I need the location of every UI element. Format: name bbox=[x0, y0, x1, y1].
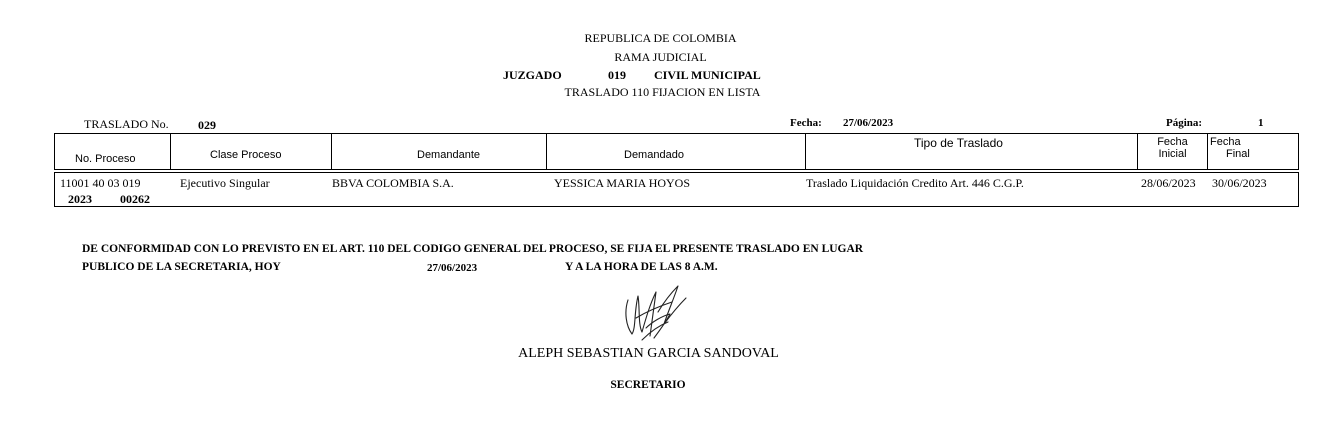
header-juzgado-label: JUZGADO bbox=[503, 68, 562, 82]
notice-line1: DE CONFORMIDAD CON LO PREVISTO EN EL ART. 110 DEL CODIGO GENERAL DEL PROCESO, SE FIJA EL PRESENTE TRASLADO EN LUGAR bbox=[82, 243, 864, 255]
column-divider bbox=[170, 133, 171, 170]
column-divider bbox=[805, 133, 806, 170]
header-traslado-title: TRASLADO 110 FIJACION EN LISTA bbox=[564, 85, 761, 99]
header-juzgado-number: 019 bbox=[608, 68, 626, 82]
fecha-label: Fecha: bbox=[790, 117, 822, 129]
notice-date: 27/06/2023 bbox=[427, 262, 478, 274]
cell-demandante: BBVA COLOMBIA S.A. bbox=[332, 176, 454, 190]
cell-fecha-inicial: 28/06/2023 bbox=[1141, 176, 1196, 190]
notice-line2-prefix: PUBLICO DE LA SECRETARIA, HOY bbox=[82, 261, 281, 273]
cell-proceso: 11001 40 03 019 bbox=[60, 176, 141, 190]
column-divider bbox=[546, 133, 547, 170]
cell-proceso-number: 00262 bbox=[120, 192, 150, 206]
handwritten-signature bbox=[616, 282, 692, 346]
header-juzgado-type: CIVIL MUNICIPAL bbox=[654, 68, 761, 82]
column-header-fecha-inicial-line2: Inicial bbox=[1158, 148, 1187, 160]
column-header-no-proceso: No. Proceso bbox=[75, 153, 136, 165]
traslado-label: TRASLADO No. bbox=[84, 117, 169, 131]
fecha-value: 27/06/2023 bbox=[843, 117, 894, 129]
column-divider bbox=[331, 133, 332, 170]
cell-tipo-traslado: Traslado Liquidación Credito Art. 446 C.G.P. bbox=[806, 176, 1024, 190]
column-header-fecha-final-line2: Final bbox=[1226, 148, 1250, 160]
header-rama-judicial: RAMA JUDICIAL bbox=[614, 50, 707, 64]
column-header-fecha-final bbox=[1210, 136, 1250, 160]
pagina-value: 1 bbox=[1258, 117, 1264, 129]
column-divider bbox=[1207, 133, 1208, 170]
notice-line2-suffix: Y A LA HORA DE LAS 8 A.M. bbox=[565, 261, 718, 273]
column-header-fecha-inicial bbox=[1138, 136, 1207, 160]
signer-role: SECRETARIO bbox=[610, 379, 686, 391]
cell-demandado: YESSICA MARIA HOYOS bbox=[554, 176, 691, 190]
signer-name: ALEPH SEBASTIAN GARCIA SANDOVAL bbox=[518, 346, 779, 361]
traslado-number: 029 bbox=[198, 118, 216, 132]
column-header-fecha-inicial-line1: Fecha bbox=[1157, 136, 1188, 148]
cell-proceso-year: 2023 bbox=[68, 192, 92, 206]
column-header-demandante: Demandante bbox=[417, 149, 480, 161]
cell-fecha-final: 30/06/2023 bbox=[1212, 176, 1267, 190]
column-header-fecha-final-line1: Fecha bbox=[1210, 136, 1241, 148]
header-republic: REPUBLICA DE COLOMBIA bbox=[584, 31, 737, 45]
cell-clase: Ejecutivo Singular bbox=[180, 176, 270, 190]
column-header-demandado: Demandado bbox=[624, 149, 684, 161]
traslado-table bbox=[54, 133, 1299, 207]
pagina-label: Página: bbox=[1166, 117, 1203, 129]
column-header-clase-proceso: Clase Proceso bbox=[210, 149, 282, 161]
column-header-tipo-traslado: Tipo de Traslado bbox=[914, 136, 1003, 150]
